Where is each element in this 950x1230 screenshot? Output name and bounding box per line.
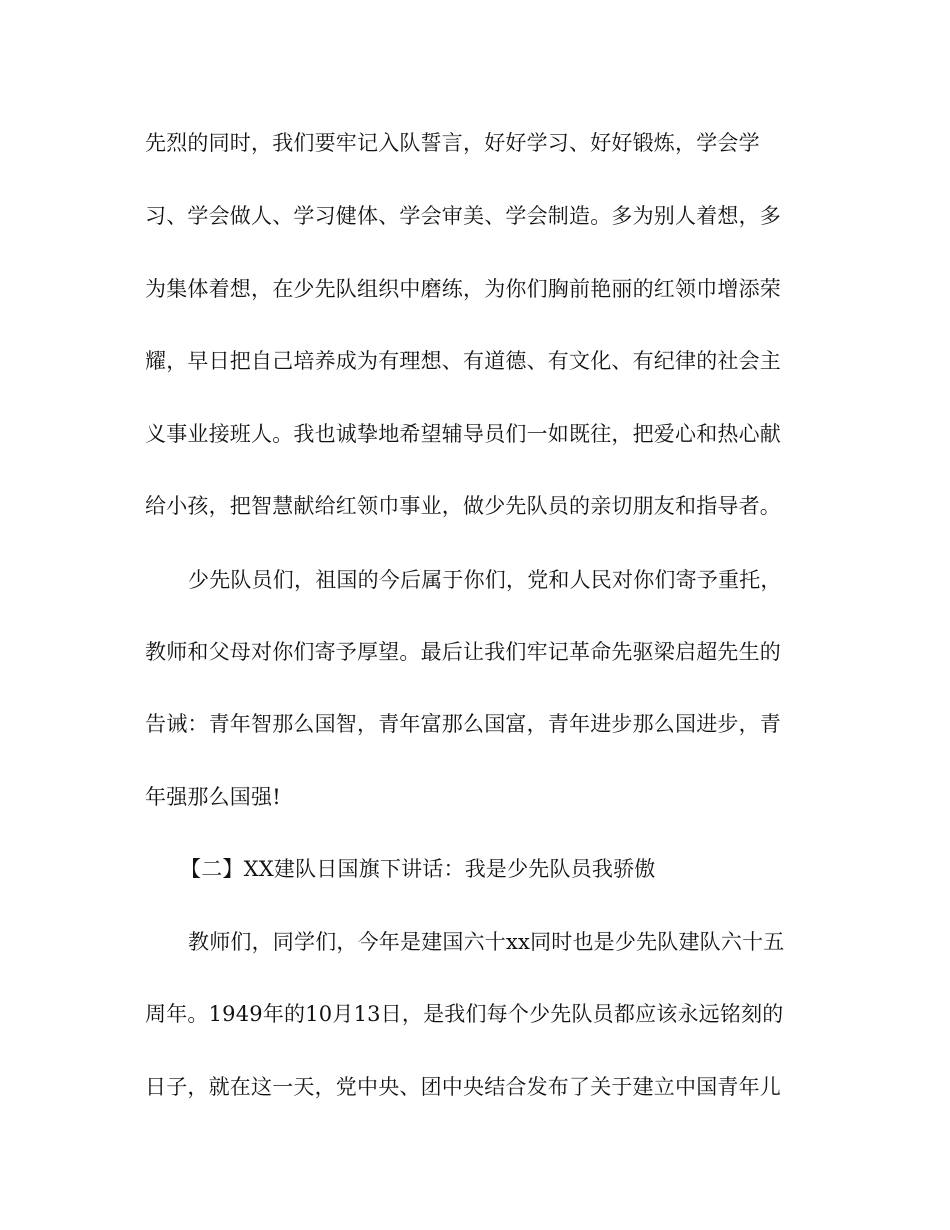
text-line-4: 耀，早日把自己培养成为有理想、有道德、有文化、有纪律的社会主 [145,349,781,373]
text-line-6: 给小孩，把智慧献给红领巾事业，做少先队员的亲切朋友和指导者。 [145,494,781,518]
text-line-1: 先烈的同时，我们要牢记入队誓言，好好学习、好好锻炼，学会学 [145,131,760,155]
text-line-3: 为集体着想，在少先队组织中磨练，为你们胸前艳丽的红领巾增添荣 [145,277,781,301]
section-heading: 【二】XX建队日国旗下讲话：我是少先队员我骄傲 [180,857,656,881]
text-line-8: 教师和父母对你们寄予厚望。最后让我们牢记革命先驱梁启超先生的 [145,640,781,664]
paragraph-start-line: 少先队员们，祖国的今后属于你们，党和人民对你们寄予重托， [188,568,782,592]
text-line-2: 习、学会做人、学习健体、学会审美、学会制造。多为别人着想，多 [145,204,781,228]
text-line-5: 义事业接班人。我也诚挚地希望辅导员们一如既往，把爱心和热心献 [145,422,781,446]
text-line-10: 年强那么国强! [145,785,281,809]
text-line-14: 日子，就在这一天，党中央、团中央结合发布了关于建立中国青年儿 [145,1075,781,1099]
text-line-13: 周年。1949年的10月13日，是我们每个少先队员都应该永远铭刻的 [145,1002,784,1026]
paragraph-start-line-2: 教师们，同学们，今年是建国六十xx同时也是少先队建队六十五 [188,930,785,954]
text-line-9: 告诫：青年智那么国智，青年富那么国富，青年进步那么国进步，青 [145,712,781,736]
